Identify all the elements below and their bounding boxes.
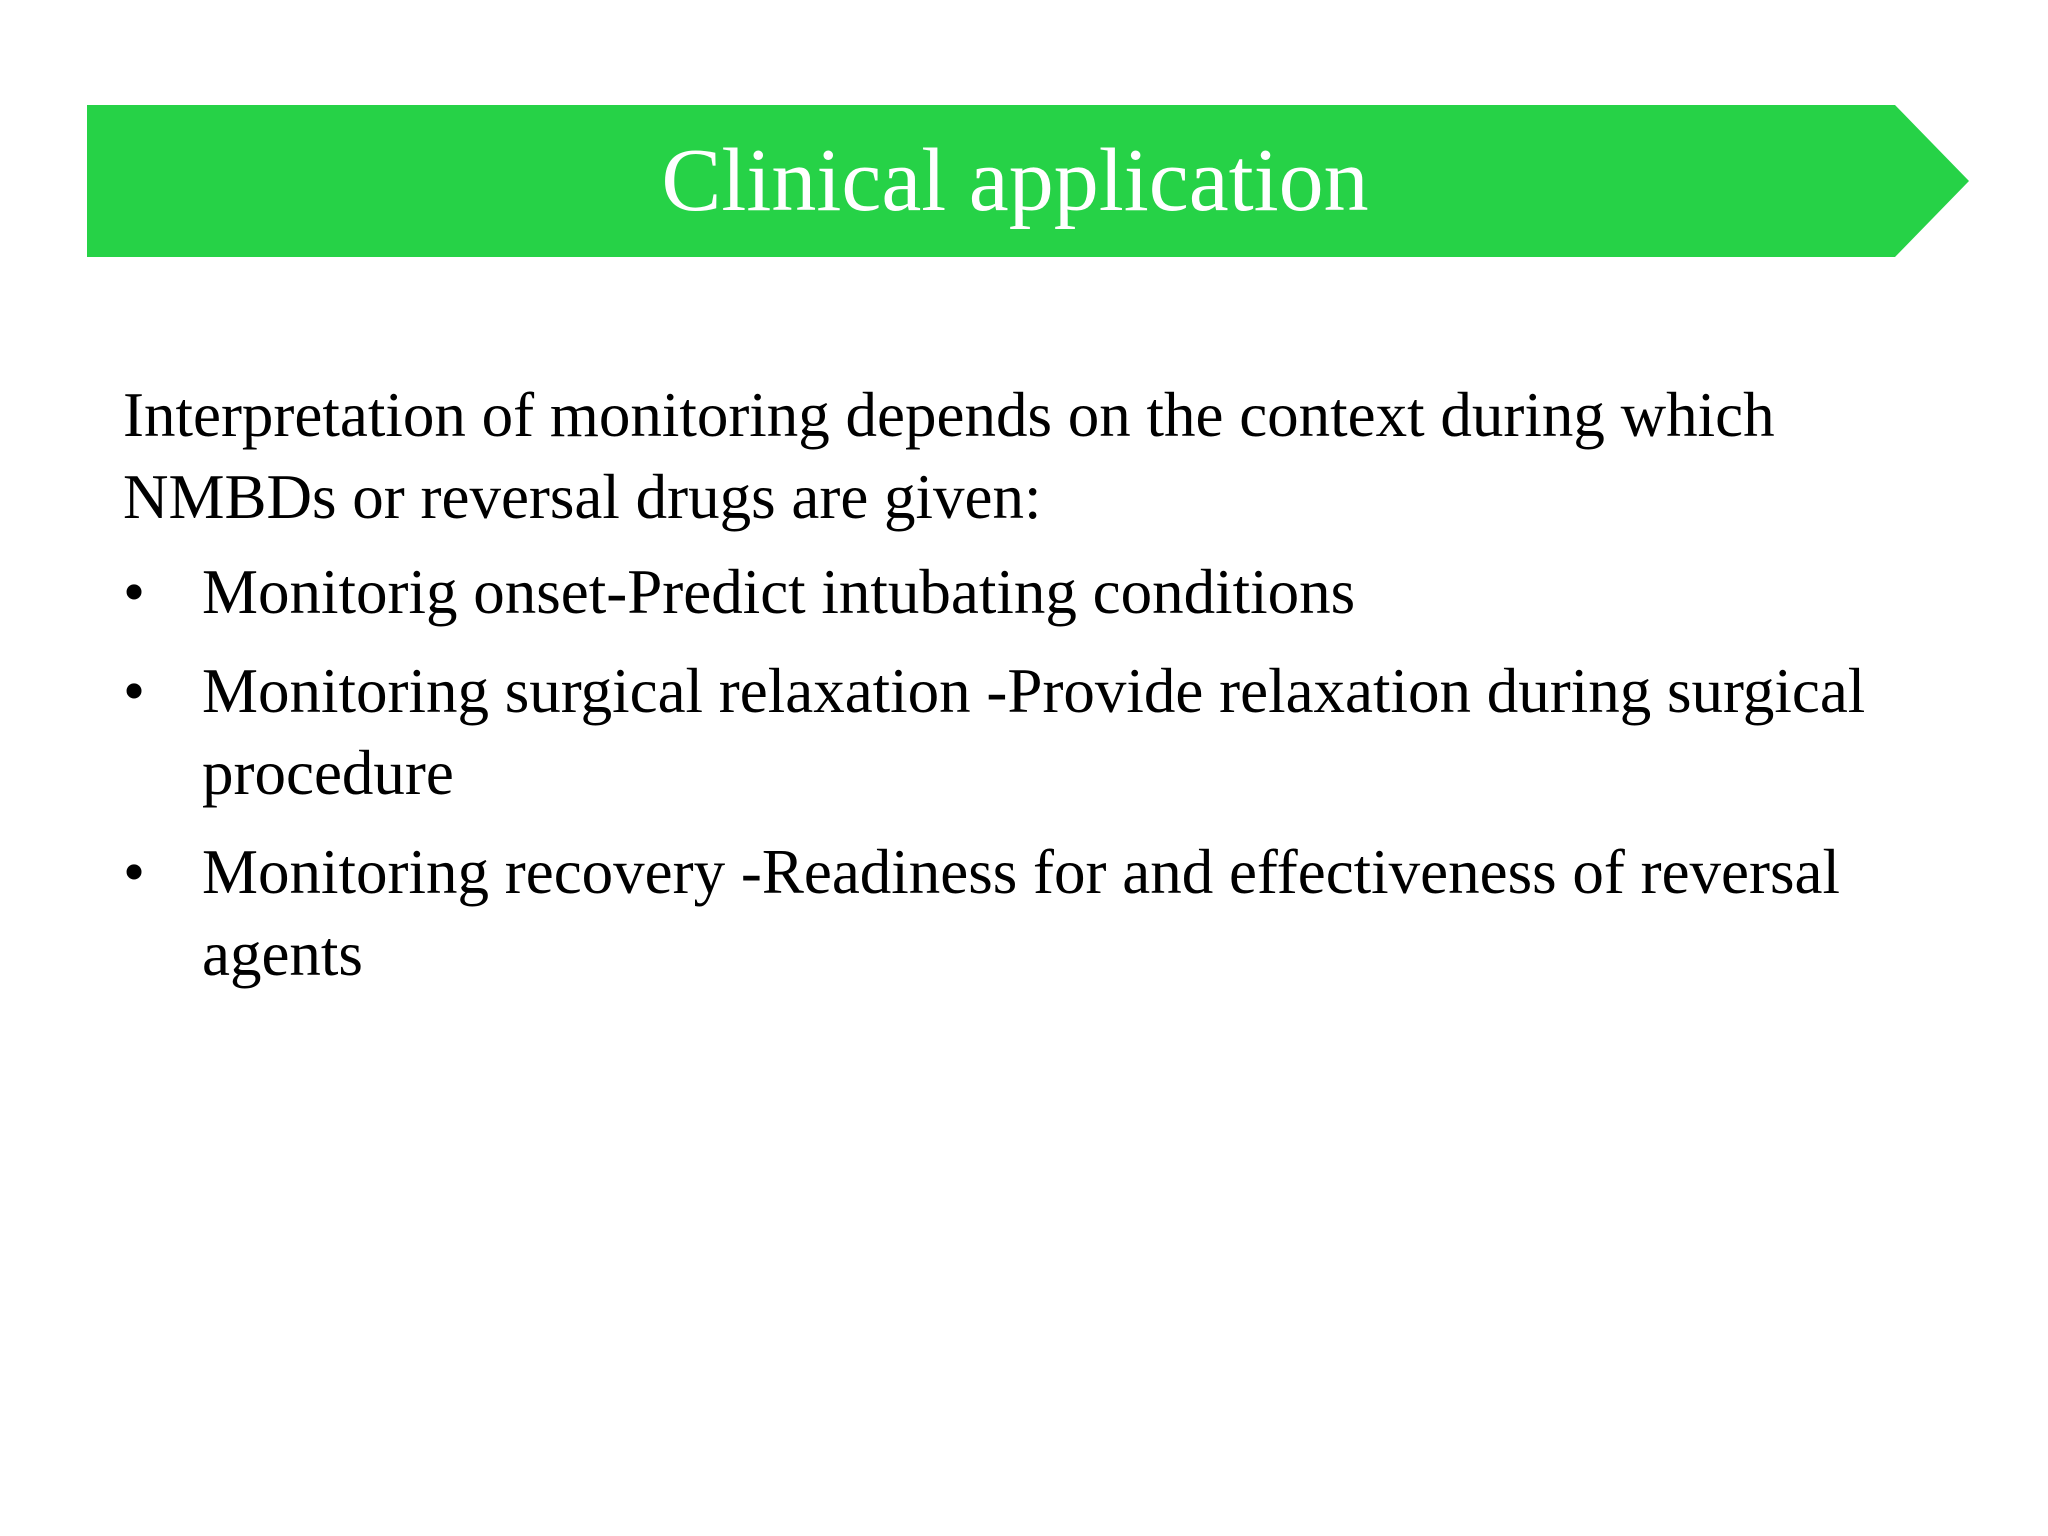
bullet-item <box>123 650 1953 814</box>
title-banner <box>87 105 1969 257</box>
bullet-text: Monitoring recovery -Readiness for and effectiveness of reversal agents <box>202 837 1840 989</box>
bullet-text: Monitorig onset-Predict intubating conditions <box>202 557 1356 627</box>
bullet-icon: • <box>123 557 146 627</box>
bullet-item <box>123 831 1953 995</box>
bullet-item <box>123 551 1953 633</box>
bullet-text: Monitoring surgical relaxation -Provide relaxation during surgical procedure <box>202 656 1866 808</box>
intro-paragraph: Interpretation of monitoring depends on the context during which NMBDs or reversal drugs are given: <box>123 380 1775 532</box>
bullet-icon: • <box>123 656 146 726</box>
slide-body <box>123 374 1953 1012</box>
bullet-list <box>123 551 1953 995</box>
bullet-icon: • <box>123 837 146 907</box>
slide-title: Clinical application <box>661 131 1369 230</box>
